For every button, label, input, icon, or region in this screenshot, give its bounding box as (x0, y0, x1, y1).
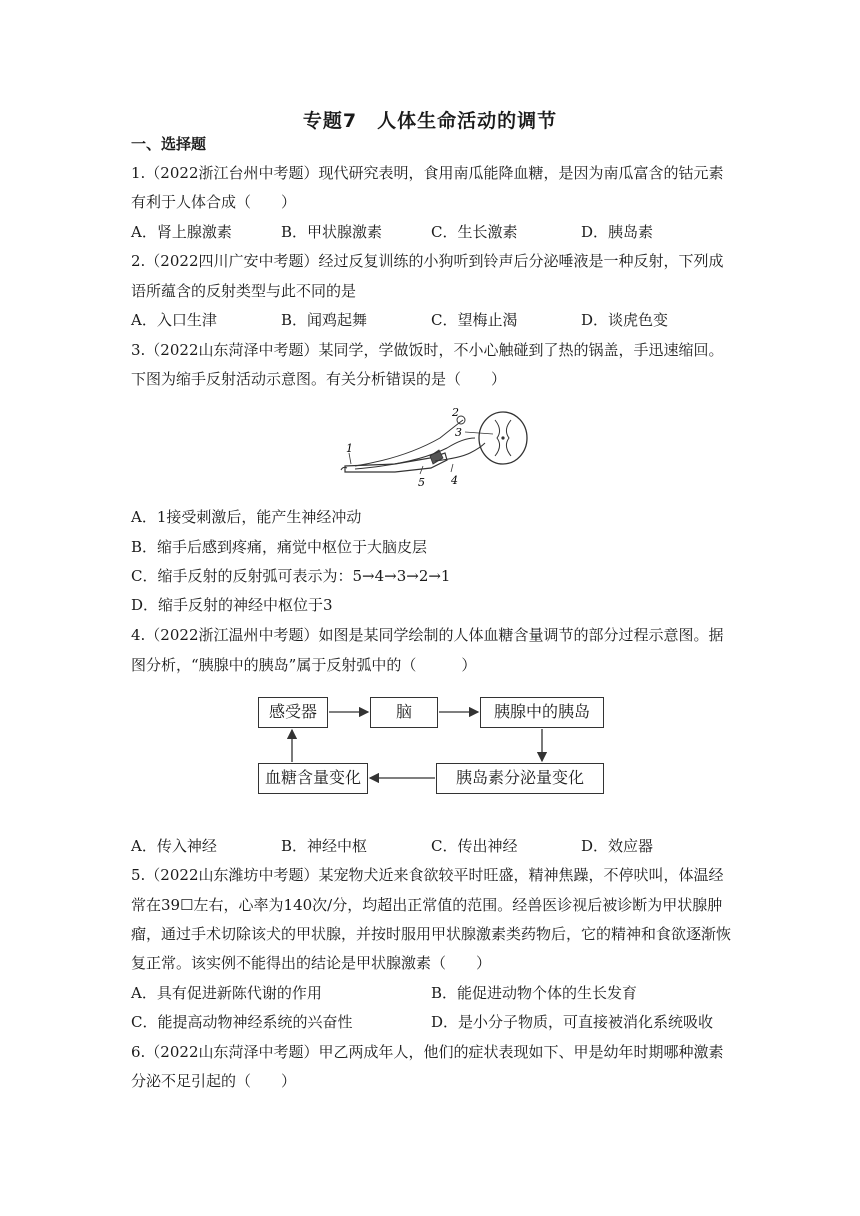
question-2-line-2: 语所蕴含的反射类型与此不同的是 (131, 282, 357, 300)
question-4-option-d: D．效应器 (581, 837, 654, 855)
question-6-line-1: 6.（2022山东菏泽中考题）甲乙两成年人，他们的症状表现如下、甲是幼年时期哪种激素 (131, 1043, 724, 1061)
question-3-option-b: B．缩手后感到疼痛，痛觉中枢位于大脑皮层 (131, 538, 428, 556)
question-2-option-c: C．望梅止渴 (431, 311, 518, 329)
figure-label-3: 3 (455, 426, 462, 439)
section-heading: 一、选择题 (131, 135, 207, 153)
question-2-option-a: A．入口生津 (131, 311, 217, 329)
question-2-option-b: B．闻鸡起舞 (281, 311, 368, 329)
question-4-line-2: 图分析，“胰腺中的胰岛”属于反射弧中的（ ） (131, 656, 477, 674)
question-1-line-1: 1.（2022浙江台州中考题）现代研究表明，食用南瓜能降血糖，是因为南瓜富含的钴元素 (131, 164, 724, 182)
question-5-line-3: 瘤，通过手术切除该犬的甲状腺，并按时服用甲状腺激素类药物后，它的精神和食欲逐渐恢 (131, 925, 732, 943)
diagram-brain-box: 脑 (370, 697, 438, 728)
question-6-line-2: 分泌不足引起的（ ） (131, 1072, 297, 1090)
page-title: 专题7 人体生命活动的调节 (302, 110, 558, 132)
question-2-option-d: D．谈虎色变 (581, 311, 669, 329)
figure-label-4: 4 (451, 474, 458, 487)
question-3-line-1: 3.（2022山东菏泽中考题）某同学，学做饭时，不小心触碰到了热的锅盖，手迅速缩回。 (131, 341, 724, 359)
question-3-line-2: 下图为缩手反射活动示意图。有关分析错误的是（ ） (131, 370, 507, 388)
figure-label-2: 2 (452, 406, 459, 419)
question-5-option-d: D．是小分子物质，可直接被消化系统吸收 (431, 1013, 714, 1031)
diagram-islet-box: 胰腺中的胰岛 (480, 697, 604, 728)
question-5-line-2: 常在39☐左右，心率为140次/分，均超出正常值的范围。经兽医诊视后被诊断为甲状腺肿 (131, 896, 723, 914)
figure-label-1: 1 (346, 442, 353, 455)
question-5-option-b: B．能促进动物个体的生长发育 (431, 984, 638, 1002)
question-1-option-b: B．甲状腺激素 (281, 223, 383, 241)
question-4-line-1: 4.（2022浙江温州中考题）如图是某同学绘制的人体血糖含量调节的部分过程示意图。据 (131, 626, 724, 644)
question-1-option-d: D．胰岛素 (581, 223, 654, 241)
question-3-option-a: A．1接受刺激后，能产生神经冲动 (131, 508, 362, 526)
question-5-line-1: 5.（2022山东潍坊中考题）某宠物犬近来食欲较平时旺盛，精神焦躁，不停吠叫，体温经 (131, 866, 724, 884)
question-5-option-a: A．具有促进新陈代谢的作用 (131, 984, 322, 1002)
diagram-glucose-change-box: 血糖含量变化 (258, 763, 368, 794)
question-1-option-c: C．生长激素 (431, 223, 518, 241)
question-4-option-b: B．神经中枢 (281, 837, 368, 855)
figure-label-5: 5 (418, 476, 425, 489)
question-5-option-c: C．能提高动物神经系统的兴奋性 (131, 1013, 353, 1031)
question-1-line-2: 有利于人体合成（ ） (131, 193, 297, 211)
diagram-arrows (250, 690, 620, 805)
reflex-arc-figure (335, 398, 535, 493)
question-1-option-a: A．肾上腺激素 (131, 223, 232, 241)
question-5-line-4: 复正常。该实例不能得出的结论是甲状腺激素（ ） (131, 954, 492, 972)
question-4-option-c: C．传出神经 (431, 837, 518, 855)
question-3-option-d: D．缩手反射的神经中枢位于3 (131, 596, 333, 614)
question-4-option-a: A．传入神经 (131, 837, 217, 855)
question-2-line-1: 2.（2022四川广安中考题）经过反复训练的小狗听到铃声后分泌唾液是一种反射，下列成 (131, 252, 724, 270)
diagram-receptor-box: 感受器 (258, 697, 328, 728)
question-3-option-c: C．缩手反射的反射弧可表示为：5→4→3→2→1 (131, 567, 451, 585)
diagram-insulin-change-box: 胰岛素分泌量变化 (436, 763, 604, 794)
